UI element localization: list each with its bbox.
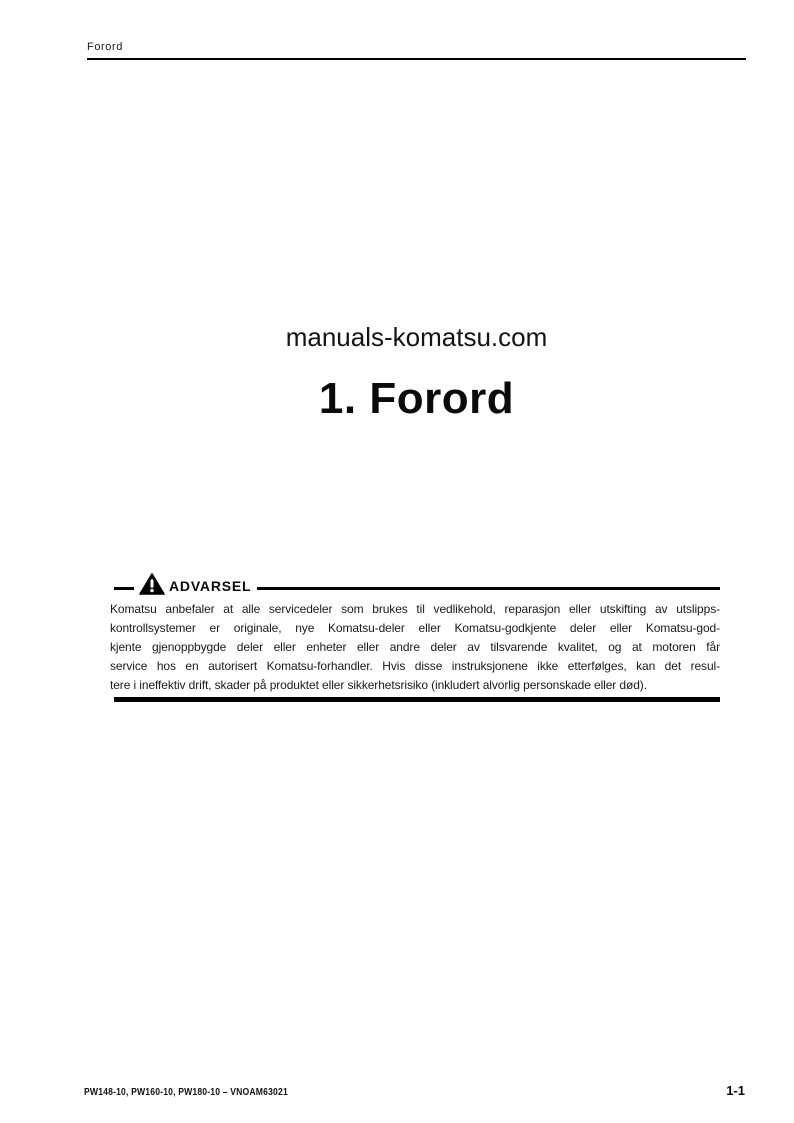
warning-text-line: kjente gjenoppbygde deler eller enheter eller andre deler av tilsvarende kvalitet, og at motoren får (110, 640, 720, 654)
warning-rule-left (114, 587, 134, 590)
warning-paragraph (110, 600, 720, 695)
footer-model-codes: PW148-10, PW160-10, PW180-10 – VNOAM63021 (84, 1086, 288, 1098)
warning-bottom-rule (114, 697, 720, 702)
page-header-title: Forord (87, 41, 123, 53)
watermark-text: manuals-komatsu.com (285, 322, 548, 352)
footer-page-number: 1-1 (726, 1083, 745, 1098)
header-divider-rule (87, 58, 746, 60)
warning-header-row (114, 573, 720, 595)
warning-text-line: service hos en autorisert Komatsu-forhandler. Hvis disse instruksjonene ikke etterfølges, kan det resul- (110, 659, 720, 673)
warning-label: ADVARSEL (169, 578, 252, 594)
warning-text-line: tere i ineffektiv drift, skader på produktet eller sikkerhetsrisiko (inkludert alvorlig personskade eller død). (110, 678, 647, 692)
warning-rule-right (257, 587, 720, 590)
warning-triangle-icon (139, 573, 165, 595)
warning-text-line: kontrollsystemer er originale, nye Komatsu-deler eller Komatsu-godkjente deler eller Komatsu-god- (110, 621, 720, 635)
warning-text-line: Komatsu anbefaler at alle servicedeler som brukes til vedlikehold, reparasjon eller utskifting av utslipps- (110, 602, 720, 616)
chapter-title: 1. Forord (318, 374, 515, 423)
